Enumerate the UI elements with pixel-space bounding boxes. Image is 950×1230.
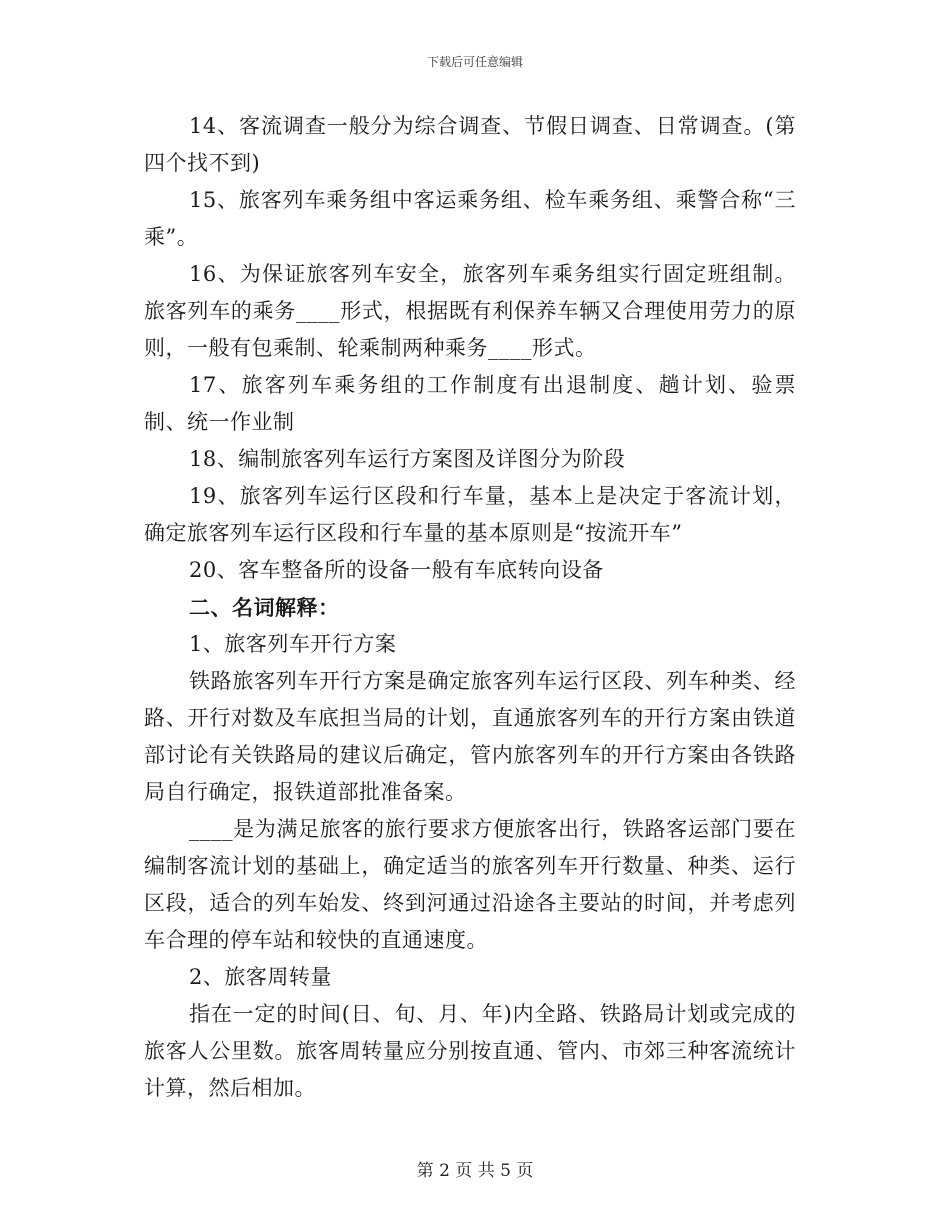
document-body (144, 108, 796, 1107)
item-15: 15、旅客列车乘务组中客运乘务组、检车乘务组、乘警合称“三乘”。 (144, 188, 796, 249)
item-20: 20、客车整备所的设备一般有车底转向设备 (189, 558, 604, 582)
term-2-title: 2、旅客周转量 (189, 965, 332, 989)
term-1-explanation: ____是为满足旅客的旅行要求方便旅客出行，铁路客运部门要在编制客流计划的基础上，确定适当的旅客列车开行数量、种类、运行区段，适合的列车始发、终到河通过沿途各主要站的时间，并考虑列车合理的停车站和较快的直通速度。 (144, 817, 796, 952)
item-17: 17、旅客列车乘务组的工作制度有出退制度、趟计划、验票制、统一作业制 (144, 373, 796, 434)
item-19: 19、旅客列车运行区段和行车量，基本上是决定于客流计划，确定旅客列车运行区段和行车量的基本原则是“按流开车” (144, 484, 796, 545)
term-2-definition: 指在一定的时间(日、旬、月、年)内全路、铁路局计划或完成的旅客人公里数。旅客周转量应分别按直通、管内、市郊三种客流统计计算，然后相加。 (144, 1002, 796, 1100)
item-16: 16、为保证旅客列车安全，旅客列车乘务组实行固定班组制。旅客列车的乘务____形式，根据既有利保养车辆又合理使用劳力的原则，一般有包乘制、轮乘制两种乘务____形式。 (144, 262, 796, 360)
item-18: 18、编制旅客列车运行方案图及详图分为阶段 (189, 447, 626, 471)
term-1-title: 1、旅客列车开行方案 (189, 632, 397, 656)
term-1-definition: 铁路旅客列车开行方案是确定旅客列车运行区段、列车种类、经路、开行对数及车底担当局的计划，直通旅客列车的开行方案由铁道部讨论有关铁路局的建议后确定，管内旅客列车的开行方案由各铁路局自行确定，报铁道部批准备案。 (144, 669, 796, 804)
page-footer: 第 2 页 共 5 页 (416, 1161, 534, 1181)
item-14: 14、客流调查一般分为综合调查、节假日调查、日常调查。(第四个找不到) (144, 114, 796, 175)
section-heading-definitions: 二、名词解释： (189, 595, 340, 620)
page-header: 下载后可任意编辑 (426, 55, 523, 69)
